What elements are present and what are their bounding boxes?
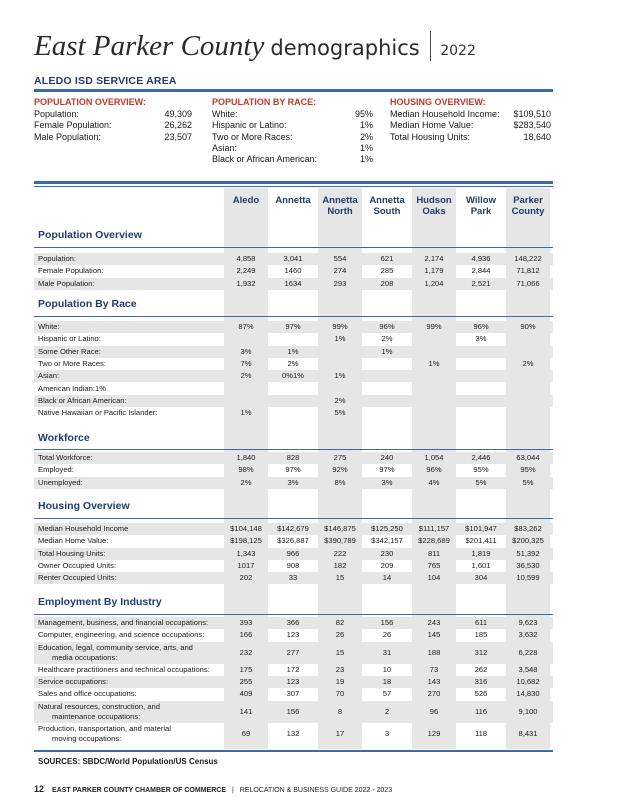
title-year: 2022: [440, 43, 476, 59]
table-cell: 2%: [522, 358, 534, 368]
table-cell: 97%: [379, 465, 395, 475]
table-cell: 172: [286, 664, 300, 674]
table-cell: 156: [286, 706, 300, 716]
table-cell: 182: [333, 560, 347, 570]
overview-heading: POPULATION OVERVIEW:: [34, 97, 147, 107]
table-cell: 17: [335, 728, 345, 738]
table-cell: 3: [384, 728, 390, 738]
title-italic: East Parker County: [34, 30, 265, 62]
table-cell: 277: [286, 647, 300, 657]
row-label: Service occupations:: [38, 676, 109, 686]
table-cell: 31: [382, 647, 392, 657]
table-cell: 73: [429, 664, 439, 674]
table-cell: 10,682: [516, 676, 540, 686]
table-row: [34, 617, 553, 629]
table-cell: 1%: [240, 408, 252, 418]
table-cell: 6,228: [518, 647, 538, 657]
table-cell: 2,174: [424, 254, 444, 263]
table-row: [34, 383, 553, 395]
table-cell: 208: [380, 278, 394, 288]
section-rule: [34, 316, 553, 317]
table-cell: 99%: [332, 322, 348, 331]
row-label-line: Education, legal, community service, arts, and: [38, 642, 193, 652]
section-title: Population Overview: [38, 229, 142, 241]
table-cell: 1%: [334, 371, 346, 381]
overview-row: Population: 49,309: [34, 109, 192, 120]
row-label: Sales and office occupations:: [38, 689, 137, 699]
table-cell: 230: [380, 548, 394, 558]
row-label: Median Home Value:: [38, 536, 109, 546]
table-cell: 3,632: [518, 630, 538, 640]
table-row: [34, 253, 553, 265]
table-cell: $101,947: [465, 524, 497, 533]
footer-guide: RELOCATION & BUSINESS GUIDE 2022 - 2023: [239, 787, 393, 794]
table-row: [34, 265, 553, 277]
table-cell: 26: [335, 630, 345, 640]
table-cell: 92%: [332, 465, 348, 475]
table-cell: 188: [427, 647, 441, 657]
bottom-rule: [34, 750, 553, 752]
table-cell: 285: [380, 266, 394, 276]
table-cell: 1,819: [471, 548, 491, 558]
table-cell: 4%: [428, 477, 440, 487]
page-title: [34, 30, 476, 70]
table-cell: 1,054: [424, 453, 444, 462]
table-cell: 97%: [285, 465, 301, 475]
table-cell: 366: [286, 618, 300, 627]
table-cell: 69: [241, 728, 251, 738]
table-cell: 1,601: [471, 560, 491, 570]
table-cell: 209: [380, 560, 394, 570]
row-label: American Indian:1%: [38, 383, 106, 393]
table-cell: 8%: [334, 477, 346, 487]
table-cell: 96%: [379, 322, 395, 331]
table-cell: 156: [380, 618, 394, 627]
row-label: Computer, engineering, and science occupations:: [38, 630, 205, 640]
table-row: [34, 407, 553, 419]
table-cell: 1%: [428, 358, 440, 368]
table-row: [34, 642, 553, 664]
table-cell: 1%: [381, 346, 393, 356]
table-cell: 15: [335, 647, 345, 657]
table-cell: 51,392: [516, 548, 540, 558]
table-row: [34, 321, 553, 333]
table-cell: 275: [333, 453, 347, 462]
overview-row: Median Household Income: $109,510: [390, 109, 551, 120]
footer-org: EAST PARKER COUNTY CHAMBER OF COMMERCE: [52, 787, 226, 794]
table-cell: 143: [427, 676, 441, 686]
top-rule: [34, 89, 553, 92]
page-number: 12: [34, 784, 45, 794]
table-cell: 99%: [426, 322, 442, 331]
title-plain: demographics: [270, 36, 420, 60]
table-cell: 393: [239, 618, 253, 627]
overview-housing: [390, 97, 551, 143]
table-cell: 148,222: [514, 254, 542, 263]
column-header: Willow Park: [466, 195, 496, 217]
table-cell: 312: [474, 647, 488, 657]
table-cell: 304: [474, 573, 488, 583]
table-cell: $111,157: [418, 524, 450, 533]
table-cell: 71,066: [516, 278, 540, 288]
table-cell: 36,530: [516, 560, 540, 570]
table-cell: 70: [335, 689, 345, 699]
table-cell: 96: [429, 706, 439, 716]
table-cell: 5%: [522, 477, 534, 487]
row-label-line: moving occupations:: [52, 733, 122, 743]
table-cell: 96%: [473, 322, 489, 331]
table-cell: 243: [427, 618, 441, 627]
overview-heading: HOUSING OVERVIEW:: [390, 97, 486, 107]
row-label-line: Natural resources, construction, and: [38, 701, 160, 711]
table-cell: 87%: [238, 322, 254, 331]
table-cell: 8: [337, 706, 343, 716]
overview-row: Two or More Races: 2%: [212, 131, 373, 142]
table-cell: 765: [427, 560, 441, 570]
table-cell: 274: [333, 266, 347, 276]
table-cell: 166: [239, 630, 253, 640]
table-row: [34, 701, 553, 723]
table-cell: 97%: [285, 322, 301, 331]
table-cell: 71,812: [516, 266, 540, 276]
table-cell: 526: [474, 689, 488, 699]
table-cell: 95%: [473, 465, 489, 475]
table-cell: 14,830: [516, 689, 540, 699]
page-footer: [34, 784, 392, 794]
row-label: Management, business, and financial occupations:: [38, 618, 209, 627]
overview-race: [212, 97, 373, 165]
table-cell: $390,789: [324, 536, 356, 546]
column-header: Annetta South: [369, 195, 405, 217]
table-top-rule: [34, 181, 553, 184]
table-cell: $125,250: [371, 524, 403, 533]
table-cell: $228,689: [418, 536, 450, 546]
table-cell: 96%: [426, 465, 442, 475]
section-rule: [34, 614, 553, 615]
table-cell: 23: [335, 664, 345, 674]
table-cell: $326,887: [277, 536, 309, 546]
table-cell: 5%: [334, 408, 346, 418]
overview-row: White: 95%: [212, 109, 373, 120]
row-label: Total Workforce:: [38, 453, 93, 462]
section-title: Employment By Industry: [38, 596, 162, 608]
table-row: [34, 452, 553, 464]
table-row: [34, 346, 553, 358]
table-cell: 129: [427, 728, 441, 738]
table-row: [34, 676, 553, 688]
table-cell: 2,844: [471, 266, 491, 276]
row-label: Renter Occupied Units:: [38, 573, 117, 583]
table-cell: $104,148: [230, 524, 262, 533]
row-label: Unemployed:: [38, 477, 83, 487]
table-cell: 3,548: [518, 664, 538, 674]
table-cell: 1%: [334, 334, 346, 344]
table-cell: 3%: [381, 477, 393, 487]
row-label-line: media occupations:: [52, 652, 118, 662]
table-cell: $198,125: [230, 536, 262, 546]
table-cell: 9,623: [518, 618, 538, 627]
table-row: [34, 333, 553, 345]
section-rule: [34, 247, 553, 248]
section-title: Population By Race: [38, 298, 137, 310]
table-cell: 26: [382, 630, 392, 640]
section-title: Housing Overview: [38, 500, 130, 512]
column-header: Aledo: [232, 195, 260, 206]
table-cell: 2,521: [471, 278, 491, 288]
section-rule: [34, 449, 553, 450]
table-cell: 63,044: [516, 453, 540, 462]
table-cell: 255: [239, 676, 253, 686]
table-cell: 316: [474, 676, 488, 686]
table-cell: 3%: [475, 334, 487, 344]
table-cell: 2%: [240, 371, 252, 381]
table-cell: 82: [335, 618, 345, 627]
section-rule: [34, 518, 553, 519]
table-cell: $142,679: [277, 524, 309, 533]
table-cell: 2%: [287, 358, 299, 368]
table-cell: 3,041: [283, 254, 303, 263]
table-cell: 2,249: [236, 266, 256, 276]
table-row: [34, 688, 553, 700]
table-cell: 2%: [334, 395, 346, 405]
table-cell: 132: [286, 728, 300, 738]
section-title: Workforce: [38, 432, 90, 444]
table-row: [34, 535, 553, 547]
table-cell: 307: [286, 689, 300, 699]
table-cell: 611: [474, 618, 488, 627]
table-cell: 116: [474, 706, 488, 716]
table-cell: 141: [239, 706, 253, 716]
table-row: [34, 370, 553, 382]
row-label: Employed:: [38, 465, 74, 475]
row-label-line: Production, transportation, and material: [38, 723, 171, 733]
table-cell: 145: [427, 630, 441, 640]
table-row: [34, 664, 553, 676]
column-header: Parker County: [511, 195, 545, 217]
table-cell: $146,875: [324, 524, 356, 533]
table-row: [34, 278, 553, 290]
table-cell: 19: [335, 676, 345, 686]
table-cell: 10,599: [516, 573, 540, 583]
table-cell: 1,932: [236, 278, 256, 288]
table-cell: 270: [427, 689, 441, 699]
row-label: Median Household Income: [38, 524, 129, 533]
table-cell: $83,262: [514, 524, 542, 533]
table-cell: 104: [427, 573, 441, 583]
row-label-line: maintenance occupations:: [52, 711, 141, 721]
row-label: Healthcare practitioners and technical occupations:: [38, 664, 210, 674]
table-cell: 14: [382, 573, 392, 583]
row-label: Some Other Race:: [38, 346, 101, 356]
table-cell: 185: [474, 630, 488, 640]
row-label: Hispanic or Latino:: [38, 334, 101, 344]
table-cell: 33: [288, 573, 298, 583]
table-cell: 811: [427, 548, 441, 558]
table-row: [34, 572, 553, 584]
table-row: [34, 560, 553, 572]
table-cell: 10: [382, 664, 392, 674]
table-cell: 1634: [284, 278, 302, 288]
table-cell: 262: [474, 664, 488, 674]
row-label: Female Population:: [38, 266, 104, 276]
table-cell: $200,325: [512, 536, 544, 546]
row-label: Two or More Races:: [38, 358, 106, 368]
table-cell: 621: [380, 254, 394, 263]
table-row: [34, 358, 553, 370]
overview-row: Male Population: 23,507: [34, 131, 192, 142]
table-row: [34, 464, 553, 476]
row-label: Owner Occupied Units:: [38, 560, 117, 570]
table-cell: 0%1%: [282, 371, 304, 381]
table-cell: 4,936: [471, 254, 491, 263]
table-cell: 2: [384, 706, 390, 716]
table-cell: $201,411: [465, 536, 497, 546]
table-cell: 7%: [240, 358, 252, 368]
row-label: Total Housing Units:: [38, 548, 106, 558]
table-cell: 1%: [287, 346, 299, 356]
table-cell: 118: [474, 728, 488, 738]
table-cell: 98%: [238, 465, 254, 475]
table-cell: 123: [286, 676, 300, 686]
row-label: [38, 724, 171, 744]
row-label: [38, 643, 193, 663]
sources-note: SOURCES: SBDC/World Population/US Census: [38, 757, 218, 766]
table-cell: 2%: [381, 334, 393, 344]
row-label: [38, 702, 160, 722]
table-cell: 9,100: [518, 706, 538, 716]
overview-heading: POPULATION BY RACE:: [212, 97, 317, 107]
table-row: [34, 548, 553, 560]
table-cell: 15: [335, 573, 345, 583]
table-cell: 90%: [520, 322, 536, 331]
row-label: Black or African American:: [38, 395, 127, 405]
table-cell: 3%: [287, 477, 299, 487]
table-row: [34, 477, 553, 489]
table-cell: 123: [286, 630, 300, 640]
table-cell: 5%: [475, 477, 487, 487]
table-cell: 1,343: [236, 548, 256, 558]
table-cell: 1,179: [424, 266, 444, 276]
row-label: Population:: [38, 254, 76, 263]
table-cell: 18: [382, 676, 392, 686]
column-header: Annetta North: [322, 195, 358, 217]
table-row: [34, 395, 553, 407]
footer-separator: |: [231, 787, 234, 794]
overview-row: Total Housing Units: 18,640: [390, 131, 551, 142]
row-label: Asian:: [38, 371, 60, 381]
table-cell: 1,204: [424, 278, 444, 288]
table-cell: 409: [239, 689, 253, 699]
table-row: [34, 629, 553, 641]
overview-population: [34, 97, 192, 143]
table-cell: 2%: [240, 477, 252, 487]
table-cell: 1017: [237, 560, 255, 570]
table-top-rule-thin: [34, 186, 553, 187]
table-cell: 95%: [520, 465, 536, 475]
row-label: White:: [38, 322, 60, 331]
table-cell: 4,858: [236, 254, 256, 263]
table-cell: 202: [239, 573, 253, 583]
table-cell: 1460: [284, 266, 302, 276]
table-cell: 232: [239, 647, 253, 657]
column-header: Annetta: [275, 195, 311, 206]
table-row: [34, 523, 553, 535]
overview-row: Hispanic or Latino: 1%: [212, 120, 373, 131]
table-cell: $342,157: [371, 536, 403, 546]
table-cell: 908: [286, 560, 300, 570]
overview-row: Female Population: 26,262: [34, 120, 192, 131]
table-cell: 240: [380, 453, 394, 462]
title-divider: [430, 31, 432, 61]
table-cell: 3%: [240, 346, 252, 356]
table-cell: 966: [286, 548, 300, 558]
area-label: ALEDO ISD SERVICE AREA: [34, 75, 177, 87]
table-cell: 222: [333, 548, 347, 558]
overview-row: Asian: 1%: [212, 142, 373, 153]
row-label: Male Population:: [38, 278, 95, 288]
table-cell: 828: [286, 453, 300, 462]
table-cell: 1,840: [236, 453, 256, 462]
table-cell: 293: [333, 278, 347, 288]
table-cell: 2,446: [471, 453, 491, 462]
overview-row: Median Home Value: $283,540: [390, 120, 551, 131]
table-cell: 554: [333, 254, 347, 263]
column-header: Hudson Oaks: [416, 195, 452, 217]
table-cell: 8,431: [518, 728, 538, 738]
overview-row: Black or African American: 1%: [212, 154, 373, 165]
row-label: Native Hawaiian or Pacific Islander:: [38, 408, 158, 418]
table-cell: 57: [382, 689, 392, 699]
table-row: [34, 723, 553, 745]
table-cell: 175: [239, 664, 253, 674]
